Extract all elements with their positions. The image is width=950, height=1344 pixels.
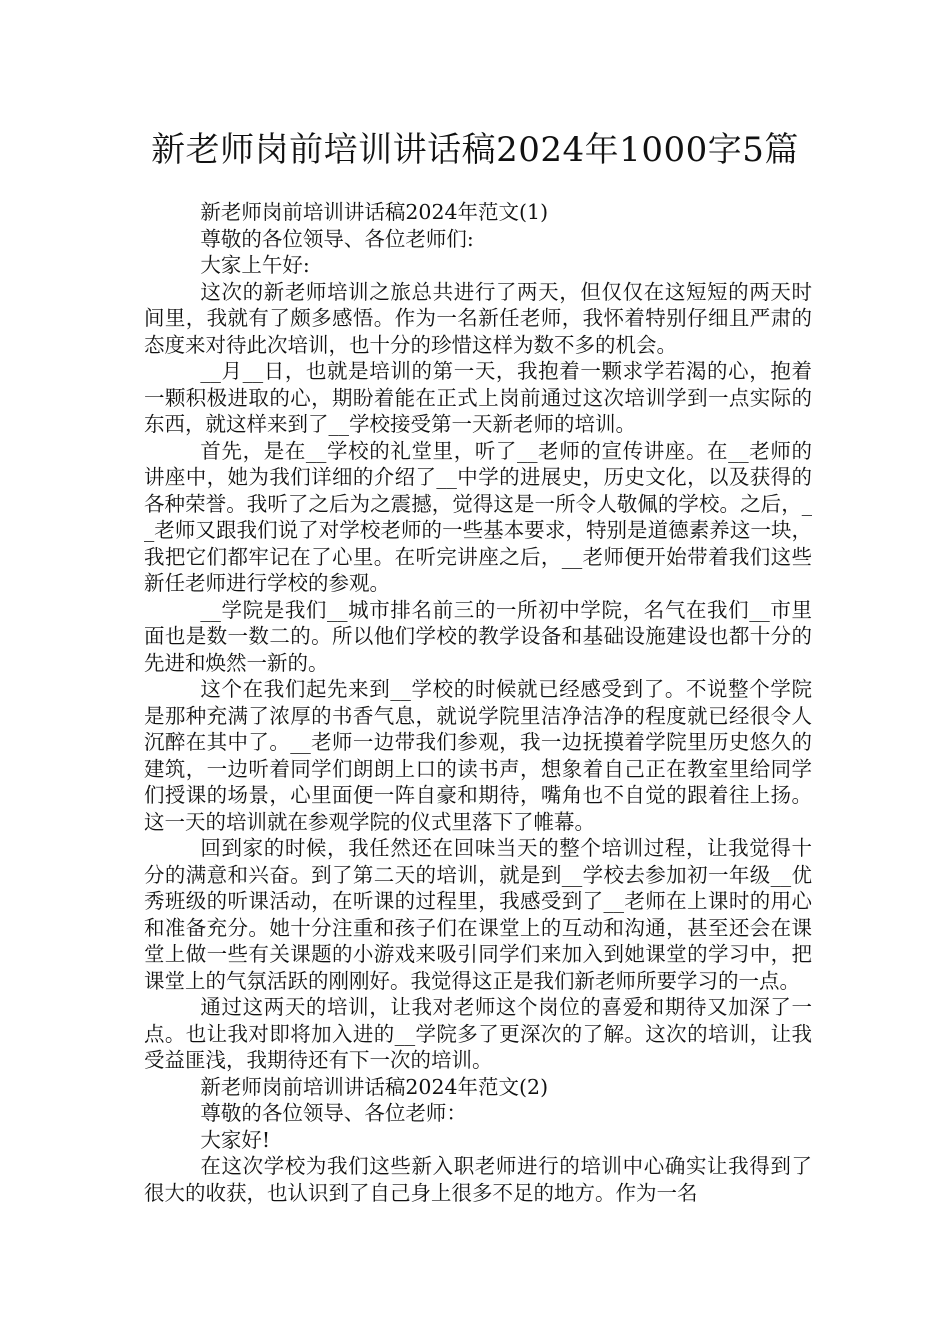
body-paragraph: 这个在我们起先来到__学校的时候就已经感受到了。不说整个学院是那种充满了浓厚的书香气息，就说学院里洁净洁净的程度就已经很令人沉醉在其中了。__老师一边带我们参观，我一边抚摸着学院里历史悠久的建筑，一边听着同学们朗朗上口的读书声，想象着自己正在教室里给同学们授课的场景，心里面便一阵自豪和期待，嘴角也不自觉的跟着往上扬。这一天的培训就在参观学院的仪式里落下了帷幕。	[144, 677, 812, 834]
body-paragraph: __月__日，也就是培训的第一天，我抱着一颗求学若渴的心，抱着一颗积极进取的心，期盼着能在正式上岗前通过这次培训学到一点实际的东西，就这样来到了__学校接受第一天新老师的培训。	[144, 359, 812, 436]
body-paragraph: 通过这两天的培训，让我对老师这个岗位的喜爱和期待又加深了一点。也让我对即将加入进的__学院多了更深次的了解。这次的培训，让我受益匪浅，我期待还有下一次的培训。	[144, 995, 812, 1072]
salutation-line: 尊敬的各位领导、各位老师们:	[200, 226, 474, 251]
section-heading: 新老师岗前培训讲话稿2024年范文(1)	[200, 200, 549, 224]
body-paragraph: 在这次学校为我们这些新入职老师进行的培训中心确实让我得到了很大的收获，也认识到了自己身上很多不足的地方。作为一名	[144, 1154, 812, 1205]
body-paragraph: 回到家的时候，我任然还在回味当天的整个培训过程，让我觉得十分的满意和兴奋。到了第二天的培训，就是到__学校去参加初一年级__优秀班级的听课活动，在听课的过程里，我感受到了__老师在上课时的用心和准备充分。她十分注重和孩子们在课堂上的互动和沟通，甚至还会在课堂上做一些有关课题的小游戏来吸引同学们来加入到她课堂的学习中，把课堂上的气氛活跃的刚刚好。我觉得这正是我们新老师所要学习的一点。	[144, 836, 812, 993]
document-body	[144, 199, 812, 1206]
body-paragraph: 首先，是在__学校的礼堂里，听了__老师的宣传讲座。在__老师的讲座中，她为我们详细的介绍了__中学的进展史，历史文化，以及获得的各种荣誉。我听了之后为之震撼，觉得这是一所令人敬佩的学校。之后，__老师又跟我们说了对学校老师的一些基本要求，特别是道德素养这一块，我把它们都牢记在了心里。在听完讲座之后，__老师便开始带着我们这些新任老师进行学校的参观。	[144, 438, 812, 595]
salutation-line: 尊敬的各位领导、各位老师：	[200, 1101, 467, 1125]
salutation-line: 大家上午好:	[200, 253, 310, 277]
section-heading: 新老师岗前培训讲话稿2024年范文(2)	[200, 1074, 549, 1099]
salutation-line: 大家好!	[200, 1127, 271, 1152]
document-title: 新老师岗前培训讲话稿2024年1000字5篇	[151, 130, 799, 170]
body-paragraph: __学院是我们__城市排名前三的一所初中学院，名气在我们__市里面也是数一数二的。所以他们学校的教学设备和基础设施建设也都十分的先进和焕然一新的。	[144, 597, 812, 675]
body-paragraph: 这次的新老师培训之旅总共进行了两天，但仅仅在这短短的两天时间里，我就有了颇多感悟。作为一名新任老师，我怀着特别仔细且严肃的态度来对待此次培训，也十分的珍惜这样为数不多的机会。	[144, 279, 812, 357]
